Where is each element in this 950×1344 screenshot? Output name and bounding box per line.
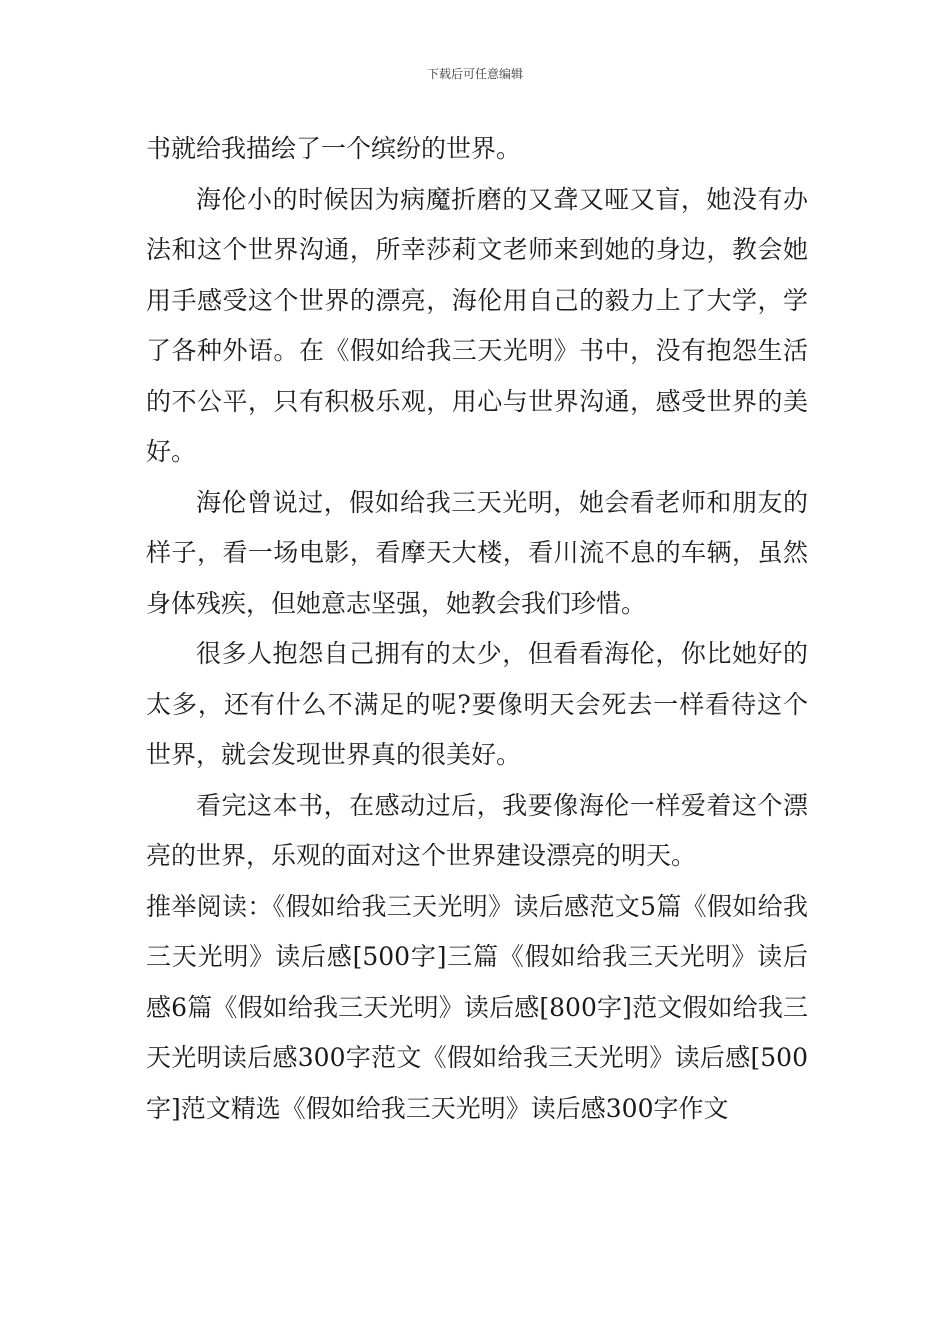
paragraph-helen-wishes: 海伦曾说过，假如给我三天光明，她会看老师和朋友的样子，看一场电影，看摩天大楼，看川流不息的车辆，虽然身体残疾，但她意志坚强，她教会我们珍惜。: [146, 487, 808, 618]
paragraph-conclusion: 看完这本书，在感动过后，我要像海伦一样爱着这个漂亮的世界，乐观的面对这个世界建设漂亮的明天。: [146, 790, 808, 870]
document-body: [146, 124, 808, 1134]
recommended-reading: 推举阅读：《假如给我三天光明》读后感范文5篇《假如给我三天光明》读后感[500字]三篇《假如给我三天光明》读后感6篇《假如给我三天光明》读后感[800字]范文假如给我三天光明读后感300字范文《假如给我三天光明》读后感[500字]范文精选《假如给我三天光明》读后感300字作文: [146, 891, 808, 1123]
paragraph-continuation: 书就给我描绘了一个缤纷的世界。: [146, 134, 522, 163]
paragraph-helen-childhood: 海伦小的时候因为病魔折磨的又聋又哑又盲，她没有办法和这个世界沟通，所幸莎莉文老师来到她的身边，教会她用手感受这个世界的漂亮，海伦用自己的毅力上了大学，学了各种外语。在《假如给我三天光明》书中，没有抱怨生活的不公平，只有积极乐观，用心与世界沟通，感受世界的美好。: [146, 184, 808, 466]
paragraph-reflection: 很多人抱怨自己拥有的太少，但看看海伦，你比她好的太多，还有什么不满足的呢?要像明天会死去一样看待这个世界，就会发现世界真的很美好。: [146, 639, 808, 769]
page-header: 下载后可任意编辑: [426, 67, 523, 81]
